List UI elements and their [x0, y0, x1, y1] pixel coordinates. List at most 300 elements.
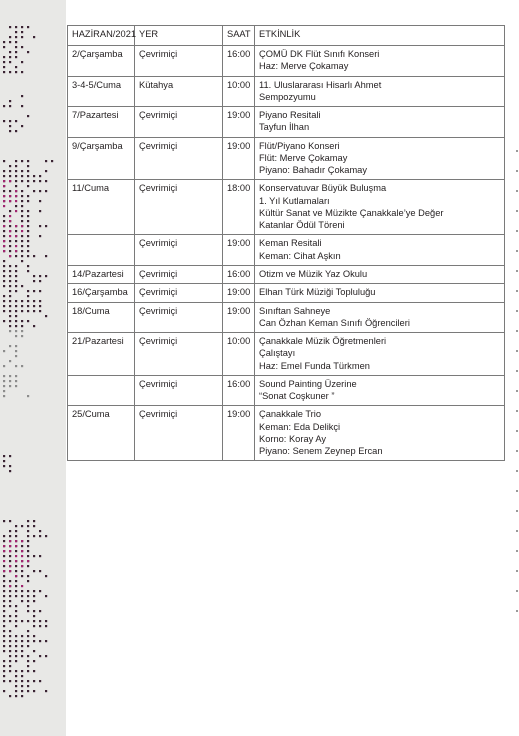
decor-dot: [3, 590, 5, 592]
header-time: SAAT: [223, 26, 255, 46]
decor-dot: [39, 175, 41, 177]
decor-dot: [27, 210, 29, 212]
decor-dot: [21, 555, 23, 557]
event-cell: [255, 284, 505, 302]
decor-dot: [3, 645, 5, 647]
decor-dot: [21, 180, 23, 182]
decor-dot: [21, 26, 23, 28]
decor-dot: [27, 560, 29, 562]
decor-dot: [9, 565, 11, 567]
decor-dot: [27, 580, 29, 582]
decor-dot: [9, 235, 11, 237]
decor-dot: [15, 620, 17, 622]
edge-tick: [516, 250, 518, 252]
decor-dot: [33, 310, 35, 312]
decor-dot: [33, 620, 35, 622]
decor-dot: [3, 295, 5, 297]
decor-dot: [3, 305, 5, 307]
event-line: Kültür Sanat ve Müzikte Çanakkale’ye Değer: [259, 207, 444, 218]
decor-dot: [21, 220, 23, 222]
decor-dot: [9, 465, 11, 467]
decor-dot: [9, 595, 11, 597]
decor-dot: [9, 41, 11, 43]
decor-dot: [15, 280, 17, 282]
decor-dot: [21, 695, 23, 697]
decor-dot: [9, 51, 11, 53]
decor-dot: [21, 690, 23, 692]
decor-dot: [15, 685, 17, 687]
decor-dot: [21, 570, 23, 572]
decor-dot: [9, 545, 11, 547]
date-cell: 25/Cuma: [68, 406, 135, 461]
event-line: Haz: Emel Funda Türkmen: [259, 360, 370, 371]
decor-dot: [3, 595, 5, 597]
decor-dot: [39, 555, 41, 557]
date-cell: [68, 235, 135, 266]
decor-dot: [15, 355, 17, 357]
time-cell: 19:00: [223, 284, 255, 302]
table-row: [68, 76, 505, 107]
decor-dot: [33, 280, 35, 282]
decor-dot: [15, 41, 17, 43]
decor-dot: [15, 255, 17, 257]
decor-dot: [3, 630, 5, 632]
table-header-row: [68, 26, 505, 46]
decor-dot: [9, 635, 11, 637]
decor-dot: [21, 205, 23, 207]
place-cell: Çevrimiçi: [135, 107, 223, 138]
decor-dot: [9, 285, 11, 287]
event-line: Keman: Eda Delikçi: [259, 421, 341, 432]
decor-dot: [9, 615, 11, 617]
decor-dot: [21, 255, 23, 257]
edge-tick: [516, 570, 518, 572]
decor-dot: [21, 655, 23, 657]
decor-dot: [9, 61, 11, 63]
decor-dot: [33, 650, 35, 652]
decor-dot: [21, 575, 23, 577]
decor-dot: [3, 250, 5, 252]
decor-dot: [3, 635, 5, 637]
decor-dot: [21, 61, 23, 63]
decor-dot: [39, 275, 41, 277]
decor-dot: [3, 380, 5, 382]
decor-dot: [3, 56, 5, 58]
decor-dot: [21, 670, 23, 672]
time-cell: 19:00: [223, 107, 255, 138]
decor-dot: [9, 320, 11, 322]
decor-dot: [39, 570, 41, 572]
decor-dot: [15, 285, 17, 287]
header-month: HAZİRAN/2021: [68, 26, 135, 46]
decor-dot: [3, 71, 5, 73]
decor-dot: [15, 585, 17, 587]
decor-dot: [15, 130, 17, 132]
event-cell: [255, 76, 505, 107]
event-line: Tayfun İlhan: [259, 122, 310, 133]
decor-dot: [27, 535, 29, 537]
decor-dot: [3, 575, 5, 577]
decor-dot: [21, 635, 23, 637]
place-cell: Kütahya: [135, 76, 223, 107]
decor-dot: [21, 71, 23, 73]
decor-dot: [27, 635, 29, 637]
edge-tick: [516, 590, 518, 592]
table-row: [68, 265, 505, 283]
event-line: Haz: Merve Çokamay: [259, 61, 349, 72]
decor-dot: [15, 670, 17, 672]
edge-tick: [516, 370, 518, 372]
date-cell: 9/Çarşamba: [68, 137, 135, 180]
decor-dot: [9, 680, 11, 682]
event-line: Katanlar Ödül Töreni: [259, 220, 345, 231]
decor-dot: [39, 280, 41, 282]
decor-dot: [3, 385, 5, 387]
decor-dot: [33, 190, 35, 192]
decor-dot: [27, 185, 29, 187]
decor-dot: [39, 625, 41, 627]
decor-dot: [27, 195, 29, 197]
decor-dot: [3, 205, 5, 207]
decor-dot: [51, 160, 53, 162]
time-cell: 16:00: [223, 375, 255, 406]
table-row: [68, 180, 505, 235]
decor-dot: [9, 215, 11, 217]
time-cell: 16:00: [223, 265, 255, 283]
event-line: ÇOMÜ DK Flüt Sınıfı Konseri: [259, 49, 380, 59]
edge-tick: [516, 450, 518, 452]
event-line: 1. Yıl Kutlamaları: [259, 195, 330, 206]
decor-dot: [39, 620, 41, 622]
decor-dot: [27, 590, 29, 592]
decor-dot: [33, 255, 35, 257]
decor-dot: [3, 300, 5, 302]
decor-dot: [33, 525, 35, 527]
decor-dot: [9, 655, 11, 657]
decor-dot: [27, 250, 29, 252]
decor-dot: [3, 560, 5, 562]
decor-dot: [15, 205, 17, 207]
date-cell: 2/Çarşamba: [68, 46, 135, 77]
decor-dot: [9, 520, 11, 522]
decor-dot: [39, 610, 41, 612]
decor-dot: [9, 695, 11, 697]
decor-dot: [3, 170, 5, 172]
decor-dot: [3, 660, 5, 662]
decor-dot: [9, 255, 11, 257]
decor-dot: [15, 250, 17, 252]
edge-tick: [516, 430, 518, 432]
decor-dot: [15, 66, 17, 68]
decor-dot: [21, 325, 23, 327]
decor-dot: [9, 26, 11, 28]
decor-dot: [15, 535, 17, 537]
decor-dot: [3, 180, 5, 182]
decor-dot: [21, 305, 23, 307]
edge-tick: [516, 470, 518, 472]
place-cell: Çevrimiçi: [135, 265, 223, 283]
decor-dot: [33, 275, 35, 277]
decor-dot: [21, 170, 23, 172]
decor-dot: [3, 245, 5, 247]
decor-dot: [27, 665, 29, 667]
decor-dot: [9, 650, 11, 652]
place-cell: Çevrimiçi: [135, 375, 223, 406]
decor-dot: [15, 300, 17, 302]
decor-dot: [27, 200, 29, 202]
decor-dot: [3, 200, 5, 202]
decor-dot: [9, 380, 11, 382]
decor-dot: [15, 560, 17, 562]
edge-tick: [516, 190, 518, 192]
date-cell: [68, 375, 135, 406]
decor-dot: [15, 380, 17, 382]
decor-dot: [9, 570, 11, 572]
table-row: [68, 137, 505, 180]
event-cell: [255, 180, 505, 235]
decor-dot: [3, 175, 5, 177]
decor-dot: [3, 390, 5, 392]
decor-dot: [21, 195, 23, 197]
decor-dot: [39, 210, 41, 212]
event-cell: [255, 46, 505, 77]
table-body: [68, 46, 505, 461]
decor-dot: [45, 180, 47, 182]
decor-dot: [15, 290, 17, 292]
edge-tick: [516, 310, 518, 312]
decor-dot: [27, 680, 29, 682]
decor-dot: [33, 180, 35, 182]
decor-dot: [3, 365, 5, 367]
event-line: Flüt/Piyano Konseri: [259, 140, 340, 151]
decor-dot: [15, 550, 17, 552]
decor-dot: [9, 470, 11, 472]
decor-dot: [3, 280, 5, 282]
decor-dot: [9, 375, 11, 377]
decor-dot: [9, 245, 11, 247]
decor-dot: [9, 360, 11, 362]
decor-dot: [3, 220, 5, 222]
decor-dot: [15, 375, 17, 377]
decor-dot: [3, 555, 5, 557]
decor-dot: [3, 66, 5, 68]
decor-dot: [27, 180, 29, 182]
decor-dot: [33, 610, 35, 612]
decor-dot: [9, 210, 11, 212]
decor-dot: [21, 200, 23, 202]
decor-dot: [33, 615, 35, 617]
decor-dot: [9, 660, 11, 662]
decor-dot: [3, 160, 5, 162]
decor-dot: [21, 550, 23, 552]
decor-dot: [21, 215, 23, 217]
event-line: Sınıftan Sahneye: [259, 305, 331, 316]
decor-dot: [27, 595, 29, 597]
decor-dot: [21, 95, 23, 97]
decor-dot: [15, 275, 17, 277]
edge-tick: [516, 230, 518, 232]
decor-dot: [3, 230, 5, 232]
decor-dot: [9, 670, 11, 672]
decor-dot: [21, 320, 23, 322]
table-row: [68, 107, 505, 138]
time-cell: 19:00: [223, 235, 255, 266]
decor-dot: [9, 325, 11, 327]
decor-dot: [9, 590, 11, 592]
decor-dot: [27, 26, 29, 28]
decor-dot: [3, 350, 5, 352]
decor-dot: [15, 525, 17, 527]
event-line: “Sonat Coşkuner ”: [259, 391, 335, 402]
decor-dot: [3, 240, 5, 242]
decor-dot: [33, 570, 35, 572]
decor-dot: [15, 36, 17, 38]
decor-dot: [21, 36, 23, 38]
decor-dot: [21, 160, 23, 162]
event-line: Keman Resitali: [259, 238, 322, 249]
decor-dot: [3, 320, 5, 322]
decor-dot: [21, 175, 23, 177]
decor-dot: [9, 175, 11, 177]
decor-dot: [45, 225, 47, 227]
event-line: Korno: Koray Ay: [259, 433, 327, 444]
decor-dot: [21, 46, 23, 48]
decor-dot: [21, 565, 23, 567]
edge-tick: [516, 490, 518, 492]
header-place: YER: [135, 26, 223, 46]
decor-dot: [15, 690, 17, 692]
decor-dot: [33, 640, 35, 642]
date-cell: 18/Cuma: [68, 302, 135, 333]
decor-dot: [15, 580, 17, 582]
decor-dot: [21, 650, 23, 652]
decor-dot: [21, 210, 23, 212]
decor-dot: [27, 310, 29, 312]
date-cell: 7/Pazartesi: [68, 107, 135, 138]
decor-dot: [3, 41, 5, 43]
decor-dot: [21, 310, 23, 312]
decor-dot: [21, 335, 23, 337]
decor-dot: [21, 190, 23, 192]
decor-dot: [15, 615, 17, 617]
decor-dot: [27, 540, 29, 542]
event-line: Konservatuvar Büyük Buluşma: [259, 183, 387, 194]
decor-dot: [3, 680, 5, 682]
decor-dot: [33, 670, 35, 672]
event-cell: [255, 137, 505, 180]
decor-dot: [45, 275, 47, 277]
decor-dot: [9, 385, 11, 387]
decor-dot: [9, 535, 11, 537]
decor-dot: [9, 71, 11, 73]
decor-dot: [15, 675, 17, 677]
decor-dot: [3, 61, 5, 63]
table-row: [68, 302, 505, 333]
decor-dot: [45, 690, 47, 692]
decor-dot: [3, 225, 5, 227]
decor-dot: [9, 295, 11, 297]
decor-dot: [15, 195, 17, 197]
decor-dot: [45, 535, 47, 537]
decor-dot: [27, 165, 29, 167]
decor-dot: [45, 190, 47, 192]
decor-dot: [33, 660, 35, 662]
decor-dot: [21, 250, 23, 252]
decor-dot: [3, 570, 5, 572]
place-cell: Çevrimiçi: [135, 137, 223, 180]
date-cell: 16/Çarşamba: [68, 284, 135, 302]
decor-dot: [33, 175, 35, 177]
decor-dot: [27, 645, 29, 647]
decor-dot: [3, 550, 5, 552]
decor-dot: [21, 105, 23, 107]
time-cell: 19:00: [223, 406, 255, 461]
decor-dot: [21, 540, 23, 542]
decor-dot: [9, 165, 11, 167]
decor-dot: [27, 115, 29, 117]
decor-dot: [45, 255, 47, 257]
event-cell: [255, 235, 505, 266]
decor-dot: [9, 250, 11, 252]
decor-dot: [3, 540, 5, 542]
decor-dot: [21, 640, 23, 642]
decor-dot: [9, 230, 11, 232]
decor-dot: [45, 575, 47, 577]
decor-dot: [15, 305, 17, 307]
decor-dot: [3, 610, 5, 612]
decor-dot: [27, 610, 29, 612]
table-row: [68, 284, 505, 302]
decor-dot: [3, 120, 5, 122]
event-line: Sempozyumu: [259, 91, 316, 102]
decor-dot: [9, 200, 11, 202]
decor-dot: [15, 71, 17, 73]
time-cell: 10:00: [223, 76, 255, 107]
table-row: [68, 375, 505, 406]
decor-dot: [33, 595, 35, 597]
decor-dot: [21, 31, 23, 33]
decor-dot: [9, 605, 11, 607]
decor-dot: [39, 535, 41, 537]
decor-dot: [27, 305, 29, 307]
decor-dot: [33, 590, 35, 592]
decor-dot: [33, 300, 35, 302]
decor-dot: [9, 580, 11, 582]
decor-dot: [15, 330, 17, 332]
decor-dot: [15, 265, 17, 267]
decor-dot: [45, 625, 47, 627]
decor-dot: [21, 285, 23, 287]
decor-dot: [15, 650, 17, 652]
edge-tick: [516, 170, 518, 172]
decor-dot: [9, 105, 11, 107]
event-line: Elhan Türk Müziği Topluluğu: [259, 287, 376, 298]
event-line: Piyano Resitali: [259, 110, 321, 121]
decor-dot: [21, 240, 23, 242]
event-line: Piyano: Senem Zeynep Ercan: [259, 446, 383, 457]
table-row: [68, 46, 505, 77]
decor-dot: [3, 565, 5, 567]
decor-dot: [3, 260, 5, 262]
decor-dot: [21, 525, 23, 527]
decor-dot: [9, 560, 11, 562]
event-cell: [255, 265, 505, 283]
event-line: Flüt: Merve Çokamay: [259, 152, 348, 163]
decor-dot: [33, 520, 35, 522]
decor-dot: [3, 605, 5, 607]
decor-dot: [3, 285, 5, 287]
decor-dot: [9, 56, 11, 58]
